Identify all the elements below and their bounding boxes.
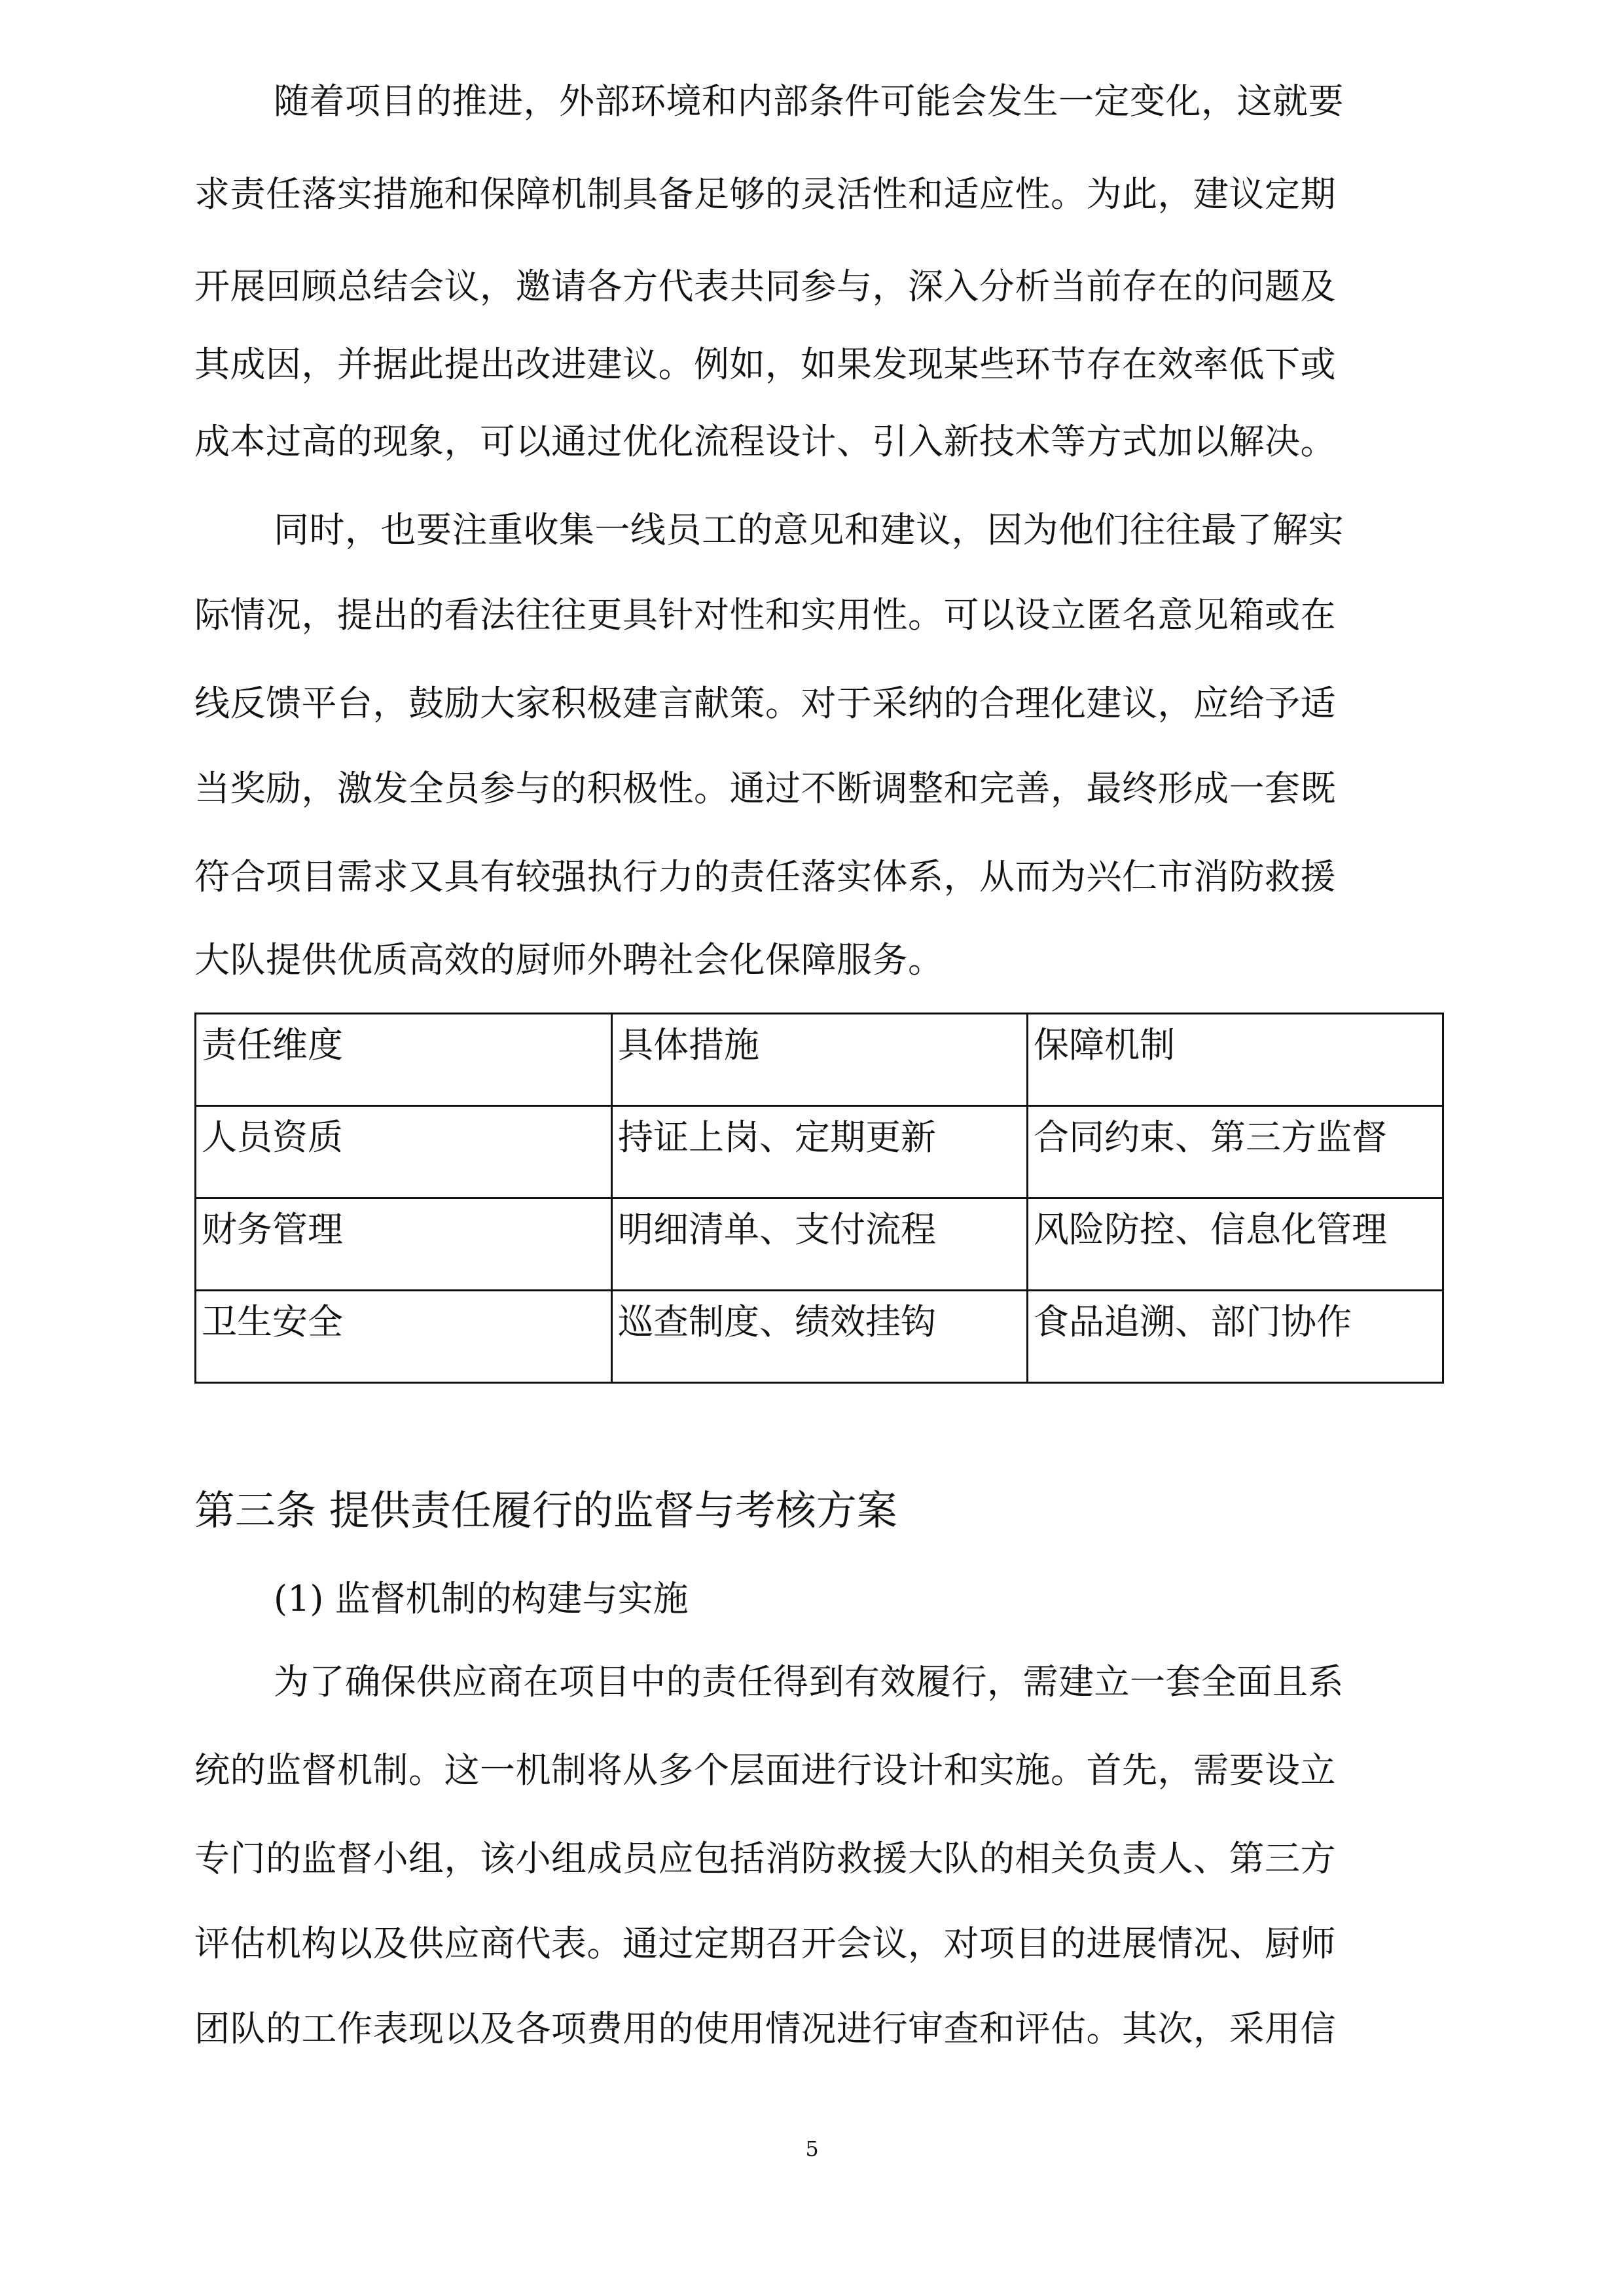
table-header-row (196, 1014, 1443, 1106)
paragraph-2-line-3: 线反馈平台，鼓励大家积极建言献策。对于采纳的合理化建议，应给予适 (194, 683, 1336, 724)
table-header-cell: 保障机制 (1028, 1014, 1443, 1106)
paragraph-2-line-1: 同时，也要注重收集一线员工的意见和建议，因为他们往往最了解实 (274, 509, 1344, 550)
page-number: 5 (805, 2136, 819, 2161)
table-row (196, 1106, 1443, 1198)
paragraph-1-line-3: 开展回顾总结会议，邀请各方代表共同参与，深入分析当前存在的问题及 (194, 266, 1336, 307)
table-cell: 财务管理 (196, 1198, 612, 1291)
responsibility-table (194, 1013, 1444, 1384)
table-header-cell: 具体措施 (612, 1014, 1028, 1106)
paragraph-3-line-4: 评估机构以及供应商代表。通过定期召开会议，对项目的进展情况、厨师 (194, 1923, 1336, 1964)
table-cell: 风险防控、信息化管理 (1028, 1198, 1443, 1291)
paragraph-2-line-6: 大队提供优质高效的厨师外聘社会化保障服务。 (194, 939, 944, 980)
paragraph-3-line-5: 团队的工作表现以及各项费用的使用情况进行审查和评估。其次，采用信 (194, 2008, 1336, 2049)
table-cell: 明细清单、支付流程 (612, 1198, 1028, 1291)
table-cell: 持证上岗、定期更新 (612, 1106, 1028, 1198)
paragraph-3-line-2: 统的监督机制。这一机制将从多个层面进行设计和实施。首先，需要设立 (194, 1749, 1336, 1791)
table-cell: 卫生安全 (196, 1291, 612, 1383)
paragraph-1-line-1: 随着项目的推进，外部环境和内部条件可能会发生一定变化，这就要 (274, 81, 1344, 122)
paragraph-2-line-5: 符合项目需求又具有较强执行力的责任落实体系，从而为兴仁市消防救援 (194, 856, 1336, 897)
section-heading: 第三条 提供责任履行的监督与考核方案 (194, 1486, 897, 1534)
paragraph-1-line-2: 求责任落实措施和保障机制具备足够的灵活性和适应性。为此，建议定期 (194, 173, 1336, 215)
paragraph-1-line-5: 成本过高的现象，可以通过优化流程设计、引入新技术等方式加以解决。 (194, 421, 1336, 462)
table-cell: 合同约束、第三方监督 (1028, 1106, 1443, 1198)
table-cell: 巡查制度、绩效挂钩 (612, 1291, 1028, 1383)
paragraph-3-line-3: 专门的监督小组，该小组成员应包括消防救援大队的相关负责人、第三方 (194, 1838, 1336, 1879)
table-cell: 人员资质 (196, 1106, 612, 1198)
table-row (196, 1198, 1443, 1291)
section-subheading: (1) 监督机制的构建与实施 (274, 1578, 689, 1619)
paragraph-2-line-2: 际情况，提出的看法往往更具针对性和实用性。可以设立匿名意见箱或在 (194, 594, 1336, 636)
paragraph-2-line-4: 当奖励，激发全员参与的积极性。通过不断调整和完善，最终形成一套既 (194, 768, 1336, 809)
paragraph-1-line-4: 其成因，并据此提出改进建议。例如，如果发现某些环节存在效率低下或 (194, 344, 1336, 385)
table-header-cell: 责任维度 (196, 1014, 612, 1106)
paragraph-3-line-1: 为了确保供应商在项目中的责任得到有效履行，需建立一套全面且系 (274, 1661, 1344, 1702)
table-row (196, 1291, 1443, 1383)
table-cell: 食品追溯、部门协作 (1028, 1291, 1443, 1383)
